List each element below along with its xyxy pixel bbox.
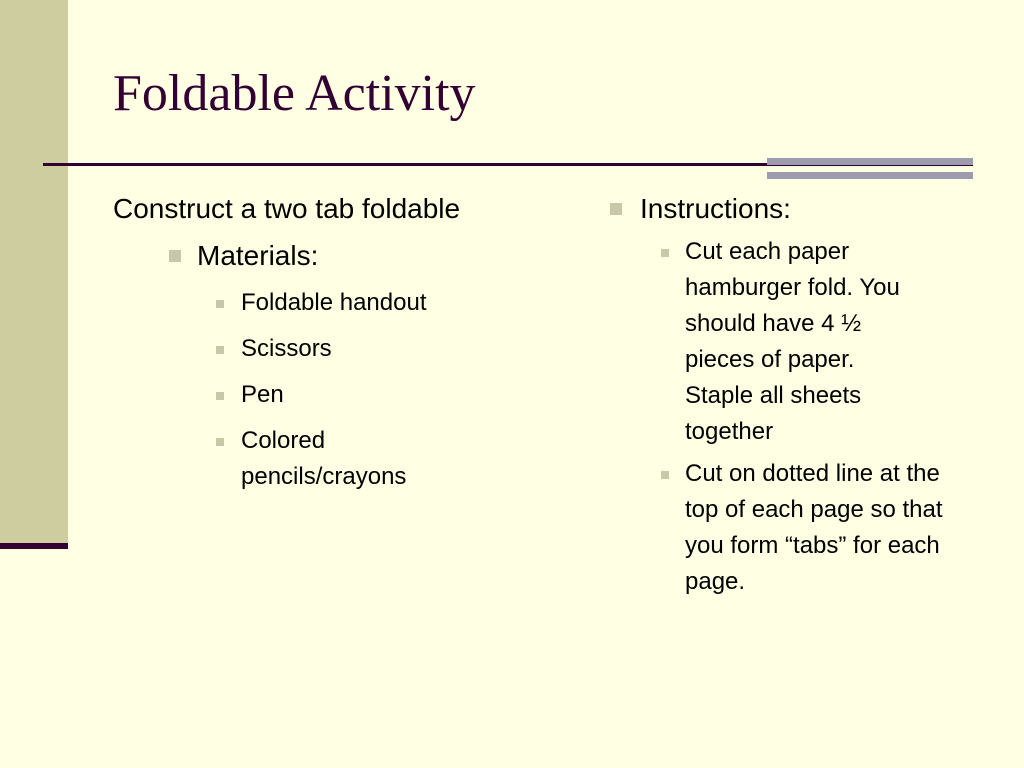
- materials-label: Materials:: [197, 240, 319, 271]
- bullet-square-icon: [216, 392, 224, 400]
- list-item: [606, 234, 986, 450]
- side-decor-bar: [0, 0, 68, 545]
- accent-stripe: [767, 172, 973, 179]
- list-item-label: Pen: [241, 381, 284, 408]
- accent-stripe: [767, 158, 973, 165]
- bullet-square-icon: [610, 203, 622, 215]
- list-item-label: Foldable handout: [241, 289, 427, 316]
- list-item-label: Scissors: [241, 335, 332, 362]
- instructions-heading: [606, 189, 986, 228]
- bullet-square-icon: [661, 471, 669, 479]
- left-column: [113, 189, 513, 495]
- materials-heading: [113, 236, 513, 275]
- list-item: [606, 456, 986, 600]
- bullet-square-icon: [169, 250, 181, 262]
- slide-title: Foldable Activity: [113, 65, 476, 122]
- side-decor-accent: [0, 543, 68, 549]
- bullet-square-icon: [216, 438, 224, 446]
- bullet-square-icon: [216, 346, 224, 354]
- bullet-square-icon: [661, 249, 669, 257]
- instructions-label: Instructions:: [640, 193, 791, 224]
- list-item: [113, 423, 513, 495]
- right-column: [606, 189, 986, 600]
- list-item-label: Cut each paper hamburger fold. You should have 4 ½ pieces of paper. Staple all sheets together: [685, 238, 900, 445]
- bullet-square-icon: [216, 300, 224, 308]
- list-item: [113, 331, 513, 367]
- list-item: [113, 285, 513, 321]
- list-item-label: Colored pencils/crayons: [241, 427, 407, 490]
- list-item: [113, 377, 513, 413]
- divider-accent-stripes: [767, 158, 973, 180]
- list-item-label: Cut on dotted line at the top of each page so that you form “tabs” for each page.: [685, 460, 943, 595]
- intro-text: Construct a two tab foldable: [113, 193, 461, 224]
